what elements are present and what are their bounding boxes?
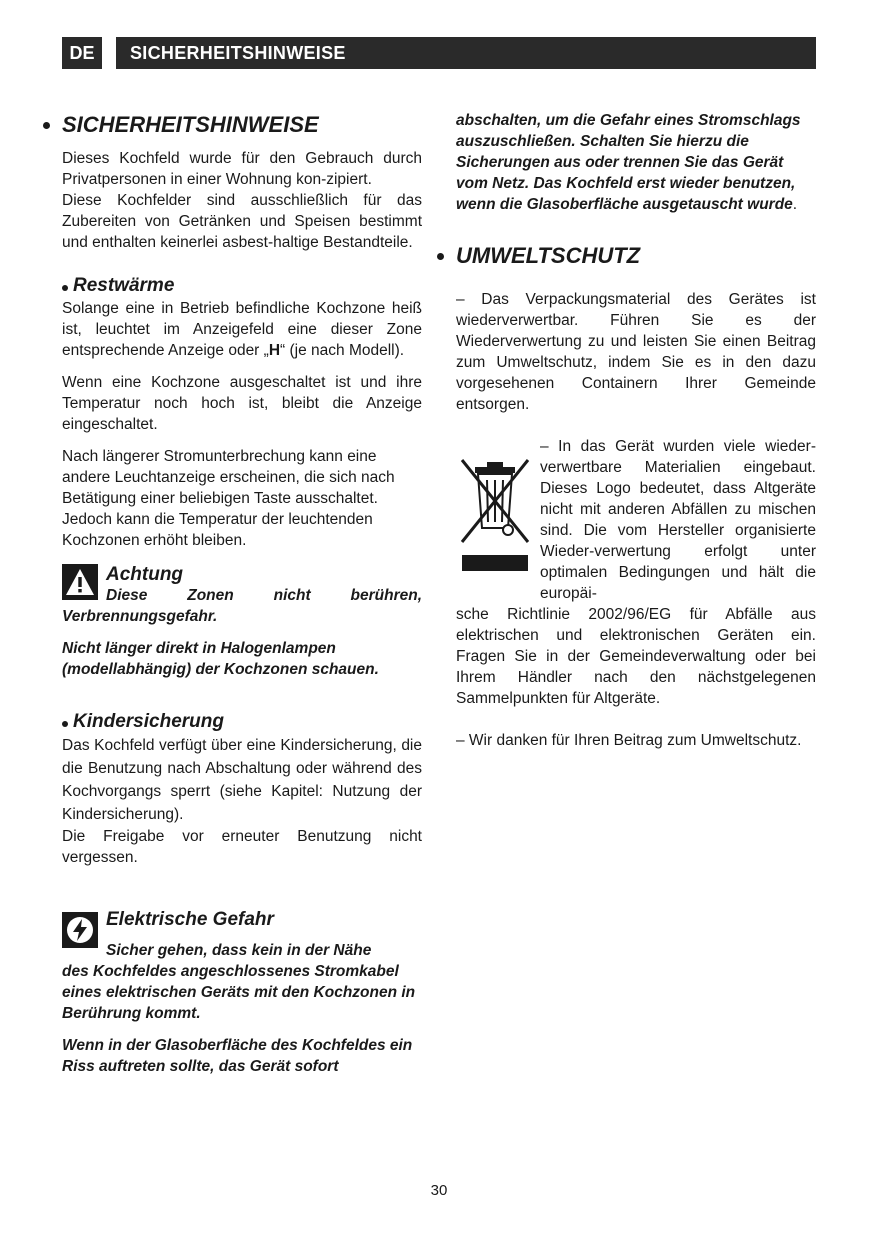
header-title-bar	[116, 37, 816, 69]
subheading-restwaerme	[62, 274, 422, 298]
bullet-icon	[43, 122, 50, 129]
restwaerme-paragraph-1: Solange eine in Betrieb befindliche Kochzone heiß ist, leuchtet im Anzeigefeld eine dieser Zone entsprechende Anzeige oder „H“ (je nach Modell).	[62, 300, 422, 359]
environment-paragraph-2-side: – In das Gerät wurden viele wieder-verwertbare Materialien eingebaut. Dieses Logo bedeutet, dass Altgeräte nicht mit anderen Abfällen zu mischen sind. Die vom Hersteller organisierte Wieder-verwertung erfolgt unter optimalen Bedingungen und hält die europäi-	[540, 438, 816, 602]
kindersicherung-paragraph-1: Das Kochfeld verfügt über eine Kindersicherung, die die Benutzung nach Abschaltung oder während des Kochvorgangs sperrt (siehe Kapitel: Nutzung der Kindersicherung).	[62, 737, 422, 823]
subheading-kindersicherung-label: Kindersicherung	[73, 711, 224, 732]
language-badge: DE	[62, 37, 102, 69]
subheading-restwaerme-label: Restwärme	[73, 275, 175, 296]
header-title: SICHERHEITSHINWEISE	[130, 42, 346, 63]
warning-title: Achtung	[106, 564, 184, 585]
page-number: 30	[430, 1182, 448, 1199]
electric-hazard-block	[62, 908, 422, 1077]
warning-halogen-text: Nicht länger direkt in Halogenlampen (modellabhängig) der Kochzonen schauen.	[62, 640, 379, 678]
restwaerme-paragraph-3: Nach längerer Stromunterbrechung kann eine andere Leuchtanzeige erscheinen, die sich nach Betätigung einer beliebigen Taste ausschaltet. Jedoch kann die Temperatur der leuchtenden Kochzonen erhöht bleiben.	[62, 448, 395, 549]
electric-hazard-title: Elektrische Gefahr	[106, 909, 274, 930]
electric-hazard-line-1: Sicher gehen, dass kein in der Nähe	[106, 942, 372, 959]
weee-crossed-bin-icon	[458, 452, 532, 576]
subheading-kindersicherung	[62, 710, 422, 734]
bullet-icon	[437, 253, 444, 260]
environment-paragraph-2-full: sche Richtlinie 2002/96/EG für Abfälle aus elektrischen und elektronischen Geräten ein. Fragen Sie in der Gemeindeverwaltung oder bei Ihrem Händler nach den nächstgelegenen Sammelpunkten für Altgeräte.	[456, 606, 816, 707]
left-column	[62, 108, 422, 1077]
section-title: SICHERHEITSHINWEISE	[62, 112, 319, 137]
continued-warning-text: abschalten, um die Gefahr eines Stromschlags auszuschließen. Schalten Sie hierzu die Sicherungen aus oder trennen Sie das Gerät vom Netz. Das Kochfeld erst wieder benutzen, wenn die Glasoberfläche ausgetauscht wurde.	[456, 112, 801, 213]
warning-text-line-1: Diese Zonen nicht berühren,	[106, 587, 422, 604]
environment-paragraph-3: – Wir danken für Ihren Beitrag zum Umweltschutz.	[456, 732, 802, 749]
warning-text-line-2: Verbrennungsgefahr.	[62, 608, 218, 625]
weee-block	[456, 436, 816, 709]
section-heading-environment	[456, 241, 816, 271]
intro-paragraph-2: Diese Kochfelder sind ausschließlich für das Zubereiten von Getränken und Speisen bestimmt und enthalten keinerlei asbest-haltige Bestandteile.	[62, 192, 422, 251]
electric-hazard-paragraph-2: Wenn in der Glasoberfläche des Kochfeldes ein Riss auftreten sollte, das Gerät sofort	[62, 1037, 413, 1075]
intro-paragraph-1: Dieses Kochfeld wurde für den Gebrauch durch Privatpersonen in einer Wohnung kon-zipiert.	[62, 150, 422, 188]
environment-paragraph-1: – Das Verpackungsmaterial des Gerätes ist wiederverwertbar. Führen Sie es der Wiederverwertung zu und leisten Sie einen Beitrag zum Umweltschutz, indem Sie es in den dazu vorgesehenen Containern Ihrer Gemeinde entsorgen.	[456, 291, 816, 413]
kindersicherung-paragraph-2: Die Freigabe vor erneuter Benutzung nicht vergessen.	[62, 828, 422, 866]
warning-block	[62, 564, 422, 680]
right-column	[456, 108, 816, 751]
section-heading-safety	[62, 110, 422, 140]
bullet-icon	[62, 285, 68, 291]
restwaerme-paragraph-2: Wenn eine Kochzone ausgeschaltet ist und ihre Temperatur noch hoch ist, bleibt die Anzeige eingeschaltet.	[62, 374, 422, 433]
section-title-environment: UMWELTSCHUTZ	[456, 243, 641, 268]
electric-hazard-rest: des Kochfeldes angeschlossenes Stromkabel eines elektrischen Geräts mit den Kochzonen in Berührung kommt.	[62, 963, 416, 1022]
bullet-icon	[62, 721, 68, 727]
